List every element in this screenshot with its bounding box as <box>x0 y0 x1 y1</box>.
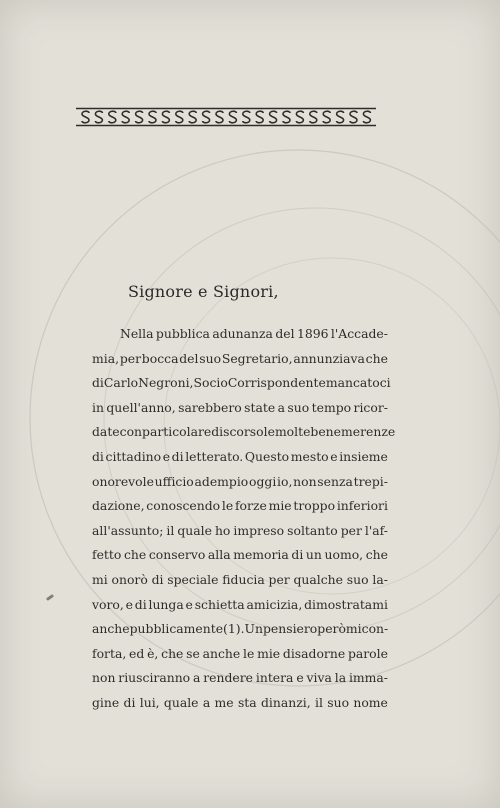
word: suo <box>199 350 222 366</box>
word: mi <box>345 621 362 637</box>
word: le <box>221 498 234 514</box>
word: mie <box>268 498 292 514</box>
word: nome <box>353 694 388 710</box>
text-line <box>92 420 396 445</box>
word: troppo <box>293 498 336 514</box>
word: Questo <box>244 448 290 464</box>
word: mesto <box>290 448 329 464</box>
word: impreso <box>233 522 285 538</box>
word: gine <box>92 694 120 710</box>
word: qualche <box>293 571 343 587</box>
word: 1896 <box>296 326 329 341</box>
word: dazione, <box>92 498 145 514</box>
word: e <box>296 670 304 686</box>
scroll-link <box>82 111 89 123</box>
word: ricor- <box>353 399 388 415</box>
scroll-link <box>350 111 357 123</box>
word: (1). <box>223 621 245 637</box>
word: di <box>171 448 184 464</box>
text-line <box>92 494 388 519</box>
word: per <box>119 350 142 366</box>
word: fetto <box>92 547 122 563</box>
text-line <box>92 691 388 716</box>
scroll-link <box>216 111 223 123</box>
word: l'Accade- <box>330 326 388 341</box>
chain-scroll-border-icon <box>76 107 376 127</box>
word: per <box>340 522 362 538</box>
word: cittadino <box>105 448 162 464</box>
word: viva <box>306 670 332 686</box>
text-line <box>92 445 388 470</box>
word: bocca <box>141 350 179 366</box>
word: le <box>243 645 255 661</box>
word: di <box>291 547 304 563</box>
scroll-link <box>270 111 277 123</box>
word: io, <box>277 473 293 489</box>
word: dimostratami <box>304 596 388 612</box>
word: annunziava <box>293 350 365 366</box>
word: che <box>123 547 147 563</box>
word: insieme <box>339 448 388 464</box>
page-heading: Signore e Signori, <box>128 282 279 301</box>
text-line <box>92 593 388 618</box>
word: soltanto <box>287 522 338 538</box>
text-line <box>92 617 388 642</box>
word: forze <box>234 498 267 514</box>
word: rendere <box>203 670 254 686</box>
word: pubblicamente <box>129 621 224 637</box>
word: state <box>244 399 276 415</box>
word: un <box>305 547 322 563</box>
word: adempio <box>194 473 249 489</box>
word: trepi- <box>353 473 388 489</box>
word: la <box>334 670 347 686</box>
word: però <box>317 621 346 637</box>
scroll-link <box>176 111 183 123</box>
text-line <box>92 642 388 667</box>
word: Un <box>244 621 263 637</box>
word: se <box>186 645 200 661</box>
word: del <box>179 350 199 366</box>
word: ed <box>129 645 145 661</box>
word: onorevole <box>92 473 154 489</box>
text-line <box>92 371 391 396</box>
word: imma- <box>348 670 388 686</box>
word: sarebbero <box>178 399 242 415</box>
word: Segretario, <box>221 350 293 366</box>
word: conoscendo <box>146 498 221 514</box>
word: che <box>365 547 388 563</box>
word: quale <box>163 694 199 710</box>
word: letterato. <box>185 448 244 464</box>
scroll-link <box>256 111 263 123</box>
word: fiducia <box>222 571 265 587</box>
word: Socio <box>193 375 228 391</box>
word: schietta <box>194 596 245 612</box>
word: tempo <box>311 399 352 415</box>
scroll-link <box>243 111 250 123</box>
word: benemerenze <box>310 424 396 440</box>
word: alla <box>207 547 231 563</box>
ink-mark <box>46 594 54 601</box>
word: amicizia, <box>246 596 303 612</box>
scroll-link <box>136 111 143 123</box>
word: parole <box>347 645 388 661</box>
word: l'af- <box>364 522 388 538</box>
word: di <box>92 448 104 464</box>
word: intera <box>255 670 294 686</box>
word: speciale <box>167 571 219 587</box>
body-paragraph <box>92 322 396 716</box>
word: oggi <box>249 473 277 489</box>
word: mancatoci <box>325 375 391 391</box>
word: e <box>185 596 193 612</box>
text-line <box>92 347 388 372</box>
word: di <box>134 596 147 612</box>
text-line <box>92 519 388 544</box>
word: a <box>202 694 211 710</box>
word: di <box>151 571 164 587</box>
word: riusciranno <box>118 670 191 686</box>
word: lunga <box>148 596 184 612</box>
word: il <box>314 694 323 710</box>
word: non <box>92 670 116 686</box>
word: è, <box>147 645 159 661</box>
word: quale <box>177 522 212 538</box>
word: le <box>263 424 275 440</box>
scroll-link <box>283 111 290 123</box>
scroll-link <box>203 111 210 123</box>
word: il <box>166 522 175 538</box>
scroll-link <box>122 111 129 123</box>
scroll-link <box>363 111 370 123</box>
word: ufficio <box>154 473 194 489</box>
word: a <box>193 670 201 686</box>
word: mie <box>257 645 281 661</box>
word: discorso <box>211 424 264 440</box>
word: quell'anno, <box>106 399 176 415</box>
scroll-link <box>296 111 303 123</box>
word: e <box>162 448 171 464</box>
word: e <box>125 596 133 612</box>
text-line <box>92 396 388 421</box>
word: lui, <box>139 694 160 710</box>
word: inferiori <box>336 498 388 514</box>
word: non <box>293 473 317 489</box>
word: pubblica <box>155 326 210 341</box>
word: in <box>92 399 104 415</box>
text-line <box>92 322 388 347</box>
word: particolare <box>142 424 212 440</box>
scroll-link <box>337 111 344 123</box>
text-line <box>92 543 388 568</box>
scroll-link <box>109 111 116 123</box>
scroll-link <box>189 111 196 123</box>
text-line <box>92 470 388 495</box>
word: voro, <box>92 596 124 612</box>
word: Corrispondente <box>227 375 326 391</box>
scroll-link <box>229 111 236 123</box>
word: suo <box>327 694 350 710</box>
word: anche <box>202 645 241 661</box>
word: molte <box>274 424 311 440</box>
word: me <box>214 694 234 710</box>
word: del <box>275 326 295 341</box>
word: onorò <box>111 571 148 587</box>
text-line <box>92 666 388 691</box>
word: conservo <box>148 547 206 563</box>
word: Negroni, <box>138 375 194 391</box>
word: che <box>161 645 184 661</box>
word: con- <box>361 621 389 637</box>
word: di <box>92 375 104 391</box>
word: forta, <box>92 645 127 661</box>
word: suo <box>287 399 310 415</box>
word: e <box>330 448 338 464</box>
word: Carlo <box>103 375 139 391</box>
text-line <box>92 568 388 593</box>
scroll-link <box>323 111 330 123</box>
word: date <box>92 424 120 440</box>
scroll-link <box>149 111 156 123</box>
scroll-link <box>162 111 169 123</box>
word: di <box>123 694 136 710</box>
word: anche <box>92 621 130 637</box>
word: adunanza <box>212 326 273 341</box>
word: disadorne <box>282 645 346 661</box>
scroll-link <box>95 111 102 123</box>
word: con <box>119 424 143 440</box>
word: che <box>365 350 388 366</box>
word: dinanzi, <box>261 694 311 710</box>
scroll-link <box>310 111 317 123</box>
word: uomo, <box>324 547 364 563</box>
word: memoria <box>233 547 289 563</box>
word: ho <box>214 522 231 538</box>
word: mia, <box>92 350 120 366</box>
word: Nella <box>120 326 154 341</box>
word: la- <box>372 571 388 587</box>
word: per <box>268 571 290 587</box>
word: senza <box>317 473 353 489</box>
word: a <box>277 399 285 415</box>
word: sta <box>237 694 257 710</box>
word: suo <box>346 571 369 587</box>
word: pensiero <box>262 621 318 637</box>
word: all'assunto; <box>92 522 164 538</box>
word: mi <box>92 571 108 587</box>
